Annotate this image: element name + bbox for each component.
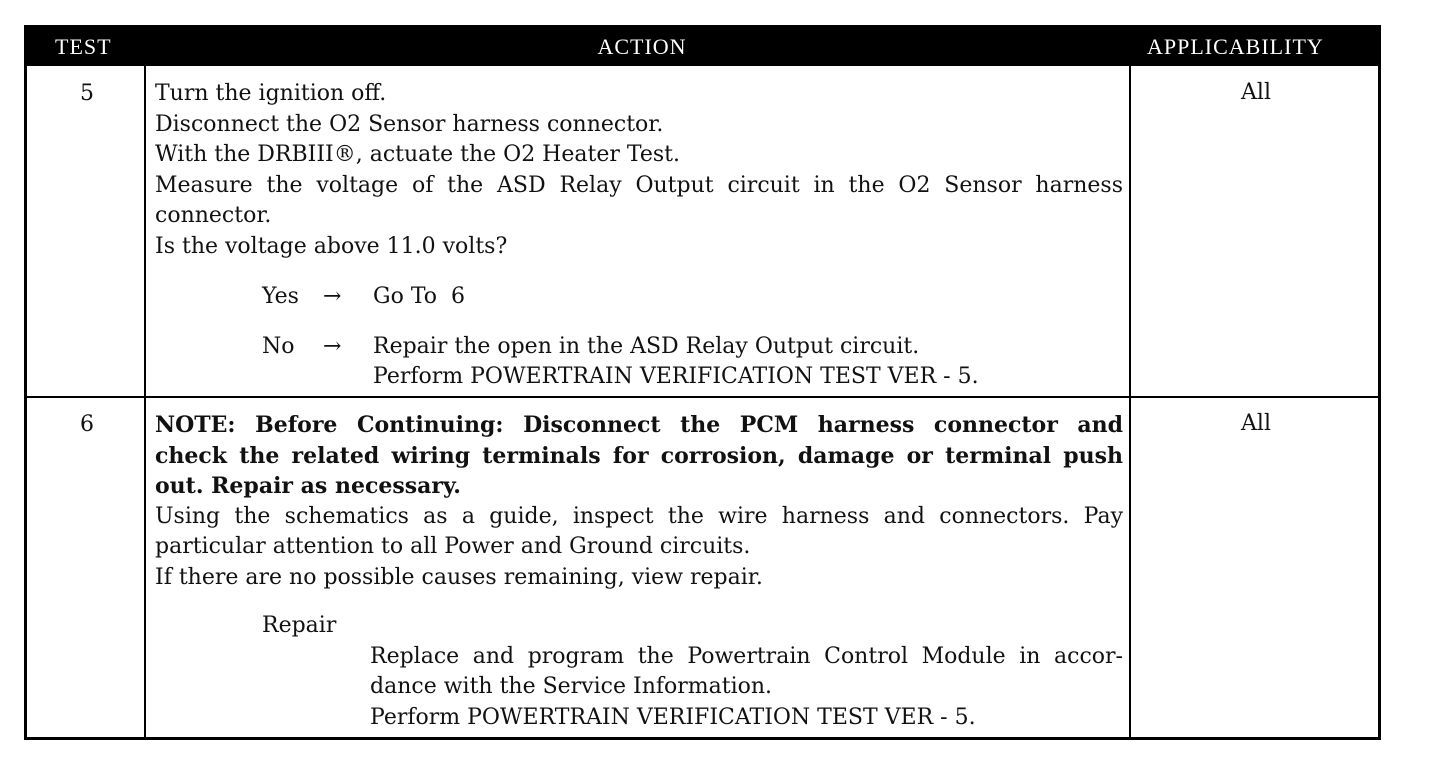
action-line: With the DRBIII®, actuate the O2 Heater Test.: [155, 142, 680, 167]
repair-line: dance with the Service Information.: [370, 674, 773, 699]
applicability-6: All: [1241, 411, 1271, 436]
yes-label: Yes: [262, 284, 299, 309]
header-action: ACTION: [597, 34, 687, 59]
column-divider-test: [144, 66, 146, 740]
test-number-5: 5: [80, 81, 94, 106]
action-line: Using the schematics as a guide, inspect the wire harness and connectors. Pay: [155, 503, 1123, 529]
note-line: out. Repair as necessary.: [155, 473, 461, 499]
header-test: TEST: [55, 34, 112, 59]
action-cell-6: [155, 410, 1123, 733]
action-line: Is the voltage above 11.0 volts?: [155, 233, 508, 259]
action-line: If there are no possible causes remaining, view repair.: [155, 564, 763, 590]
action-line: Disconnect the O2 Sensor harness connector.: [155, 111, 664, 137]
note-line: NOTE: Before Continuing: Disconnect the PCM harness connector and: [155, 412, 1123, 438]
action-cell-5: [155, 79, 1123, 393]
arrow-icon: →: [323, 334, 342, 359]
arrow-icon: →: [323, 284, 342, 309]
applicability-5: All: [1241, 80, 1271, 105]
diagnostic-test-table: [24, 25, 1381, 740]
no-label: No: [262, 334, 295, 359]
header-applicability: APPLICABILITY: [1147, 34, 1324, 59]
yes-branch: [155, 282, 1123, 312]
action-line: particular attention to all Power and Ground circuits.: [155, 534, 751, 559]
note-line: check the related wiring terminals for corrosion, damage or terminal push: [155, 442, 1123, 469]
action-line: Measure the voltage of the ASD Relay Output circuit in the O2 Sensor harness: [155, 172, 1123, 198]
row-divider: [27, 396, 1378, 398]
repair-line: Replace and program the Powertrain Control Module in accor-: [370, 643, 1123, 669]
test-number-6: 6: [80, 412, 94, 437]
table-header: [27, 28, 1378, 66]
repair-label: Repair: [262, 613, 337, 638]
column-divider-applicability: [1129, 66, 1131, 740]
no-action-followup: Perform POWERTRAIN VERIFICATION TEST VER - 5.: [373, 364, 979, 389]
action-line: connector.: [155, 203, 272, 228]
action-line: Turn the ignition off.: [155, 81, 387, 106]
repair-line: Perform POWERTRAIN VERIFICATION TEST VER - 5.: [370, 704, 976, 730]
yes-action: Go To 6: [373, 284, 466, 309]
no-branch: [155, 332, 1123, 362]
no-action: Repair the open in the ASD Relay Output circuit.: [373, 334, 920, 359]
